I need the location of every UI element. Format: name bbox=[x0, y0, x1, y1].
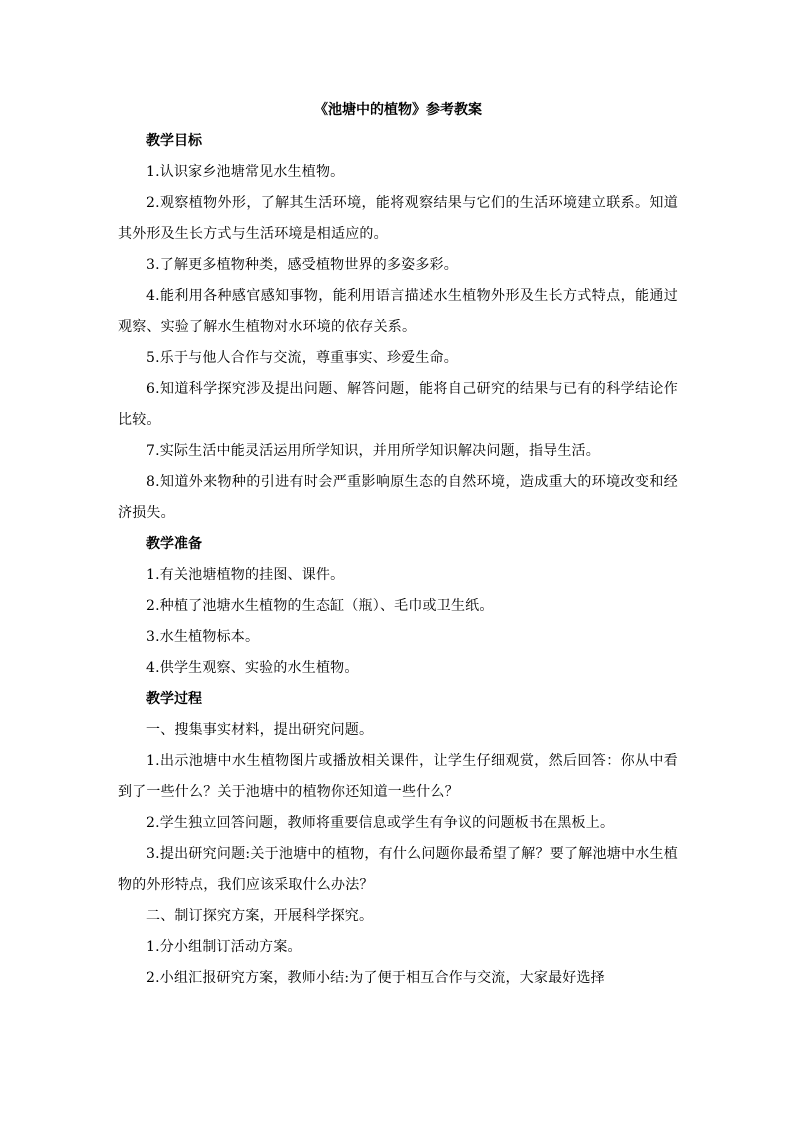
goal-item: 7.实际生活中能灵活运用所学知识，并用所学知识解决问题，指导生活。 bbox=[146, 443, 600, 459]
process-item: 2.小组汇报研究方案，教师小结:为了便于相互合作与交流，大家最好选择 bbox=[146, 970, 605, 986]
goal-item: 6.知道科学探究涉及提出问题、解答问题，能将自己研究的结果与已有的科学结论作比较。 bbox=[118, 381, 678, 428]
preparation-item: 4.供学生观察、实验的水生植物。 bbox=[146, 660, 359, 676]
section-heading-process: 教学过程 bbox=[146, 691, 202, 707]
process-item: 3.提出研究问题:关于池塘中的植物，有什么问题你最希望了解？要了解池塘中水生植物的外形特点，我们应该采取什么办法？ bbox=[118, 846, 678, 893]
document-title: 《池塘中的植物》参考教案 bbox=[314, 102, 482, 118]
process-item: 1.出示池塘中水生植物图片或播放相关课件，让学生仔细观赏，然后回答：你从中看到了一些什么？关于池塘中的植物你还知道一些什么？ bbox=[118, 753, 678, 800]
goal-item: 3.了解更多植物种类，感受植物世界的多姿多彩。 bbox=[146, 257, 458, 273]
preparation-item: 2.种植了池塘水生植物的生态缸（瓶）、毛巾或卫生纸。 bbox=[146, 598, 494, 614]
goal-item: 5.乐于与他人合作与交流，尊重事实、珍爱生命。 bbox=[146, 350, 458, 366]
process-item: 2.学生独立回答问题，教师将重要信息或学生有争议的问题板书在黑板上。 bbox=[146, 815, 615, 831]
goal-item: 4.能利用各种感官感知事物，能利用语言描述水生植物外形及生长方式特点，能通过观察、实验了解水生植物对水环境的依存关系。 bbox=[118, 288, 678, 335]
section-heading-preparation: 教学准备 bbox=[146, 536, 202, 552]
process-item: 1.分小组制订活动方案。 bbox=[146, 939, 302, 955]
process-item: 一、搜集事实材料，提出研究问题。 bbox=[146, 722, 374, 738]
goal-item: 2.观察植物外形，了解其生活环境，能将观察结果与它们的生活环境建立联系。知道其外形及生长方式与生活环境是相适应的。 bbox=[118, 195, 678, 242]
preparation-item: 3.水生植物标本。 bbox=[146, 629, 260, 645]
section-heading-goals: 教学目标 bbox=[146, 133, 202, 149]
process-item: 二、制订探究方案，开展科学探究。 bbox=[146, 908, 374, 924]
preparation-item: 1.有关池塘植物的挂图、课件。 bbox=[146, 567, 345, 583]
goal-item: 1.认识家乡池塘常见水生植物。 bbox=[146, 164, 345, 180]
document-page bbox=[118, 96, 678, 994]
goal-item: 8.知道外来物种的引进有时会严重影响原生态的自然环境，造成重大的环境改变和经济损失。 bbox=[118, 474, 678, 521]
